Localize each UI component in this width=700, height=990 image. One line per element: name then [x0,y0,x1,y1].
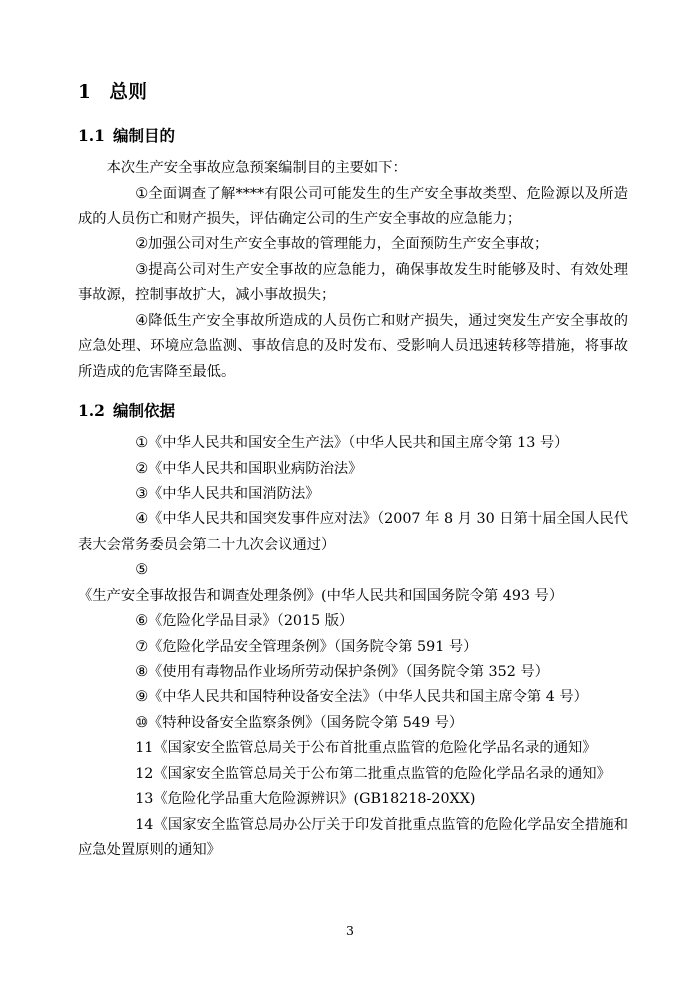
list-marker: 14 [135,816,154,833]
list-marker: ⑩ [135,714,149,731]
list-marker: ⑦ [135,638,149,655]
list-item-text: 《特种设备安全监察条例》（国务院令第 549 号） [148,714,464,731]
list-item [78,660,628,685]
list-marker: ③ [135,261,149,278]
list-marker: ② [135,460,149,477]
chapter-heading [78,78,628,104]
page-number: 3 [346,923,354,938]
list-item-text: 《危险化学品重大危险源辨识》(GB18218-20XX) [153,791,476,808]
list-item-text: 《生产安全事故报告和调查处理条例》(中华人民共和国国务院令第 493 号） [78,587,564,604]
list-item-text: 《使用有毒物品作业场所劳动保护条例》（国务院令第 352 号） [148,664,549,681]
list-item [78,635,628,660]
list-marker: ⑧ [135,664,149,681]
list-item [78,558,628,609]
section-number-1-2: 1.2 [78,401,105,421]
list-item [78,182,628,233]
list-marker: ④ [135,511,149,528]
list-item-text: 全面调查了解****有限公司可能发生的生产安全事故类型、危险源以及所造成的人员伤亡和财产损失，评估确定公司的生产安全事故的应急能力； [78,185,628,228]
list-marker: ① [135,185,149,202]
list-item-text: 《危险化学品安全管理条例》（国务院令第 591 号） [148,638,478,655]
section-title-1-1: 编制目的 [112,126,175,145]
list-item-text: 《国家安全监管总局办公厅关于印发首批重点监管的危险化学品安全措施和应急处置原则的通知》 [78,816,628,859]
list-item [78,813,628,864]
list-marker: ① [135,435,149,452]
list-item-text: 《中华人民共和国特种设备安全法》（中华人民共和国主席令第 4 号） [148,689,588,706]
list-item-text: 加强公司对生产安全事故的管理能力，全面预防生产安全事故； [148,236,549,253]
section-intro-1-1: 本次生产安全事故应急预案编制目的主要如下： [106,160,407,176]
section-title-1-2: 编制依据 [112,401,175,421]
list-item-text: 《中华人民共和国突发事件应对法》（2007 年 8 月 30 日第十届全国人民代表大会常务委员会第二十九次会议通过） [78,511,628,553]
list-item [78,736,628,761]
list-item [78,685,628,710]
list-marker: ⑥ [135,613,149,630]
list-marker: ⑤ [135,562,149,579]
list-item-text: 《国家安全监管总局关于公布第二批重点监管的危险化学品名录的通知》 [153,765,611,782]
section-number-1-1: 1.1 [78,126,105,145]
list-item [78,762,628,787]
list-item [78,711,628,736]
list-item [78,309,628,385]
list-item [78,258,628,309]
list-item-text: 《国家安全监管总局关于公布首批重点监管的危险化学品名录的通知》 [153,740,597,757]
list-item [78,232,628,257]
list-item-text: 《中华人民共和国消防法》 [148,485,320,502]
list-item-text: 提高公司对生产安全事故的应急能力，确保事故发生时能够及时、有效处理事故源，控制事故扩大，减小事故损失； [78,261,628,304]
list-item [78,609,628,634]
list-marker: ② [135,236,149,253]
list-item [78,787,628,812]
list-item [78,457,628,482]
list-marker: ⑨ [135,689,149,706]
list-item-text: 《中华人民共和国安全生产法》（中华人民共和国主席令第 13 号） [148,435,569,452]
list-item [78,482,628,507]
list-item [78,507,628,558]
list-marker: 13 [135,791,154,808]
list-marker: 12 [135,765,154,782]
section-heading-1-2 [78,399,628,421]
list-item-text: 降低生产安全事故所造成的人员伤亡和财产损失，通过突发生产安全事故的应急处理、环境应急监测、事故信息的及时发布、受影响人员迅速转移等措施，将事故所造成的危害降至最低。 [78,312,628,380]
list-item-text: 《中华人民共和国职业病防治法》 [148,460,363,477]
list-marker: ③ [135,485,149,502]
section-heading-1-1 [78,124,628,146]
list-item [78,431,628,456]
list-item-text: 《危险化学品目录》（2015 版） [148,613,354,630]
chapter-number: 1 [78,82,92,103]
list-marker: ④ [135,312,149,329]
list-marker: 11 [135,740,154,757]
chapter-title: 总则 [109,82,148,103]
